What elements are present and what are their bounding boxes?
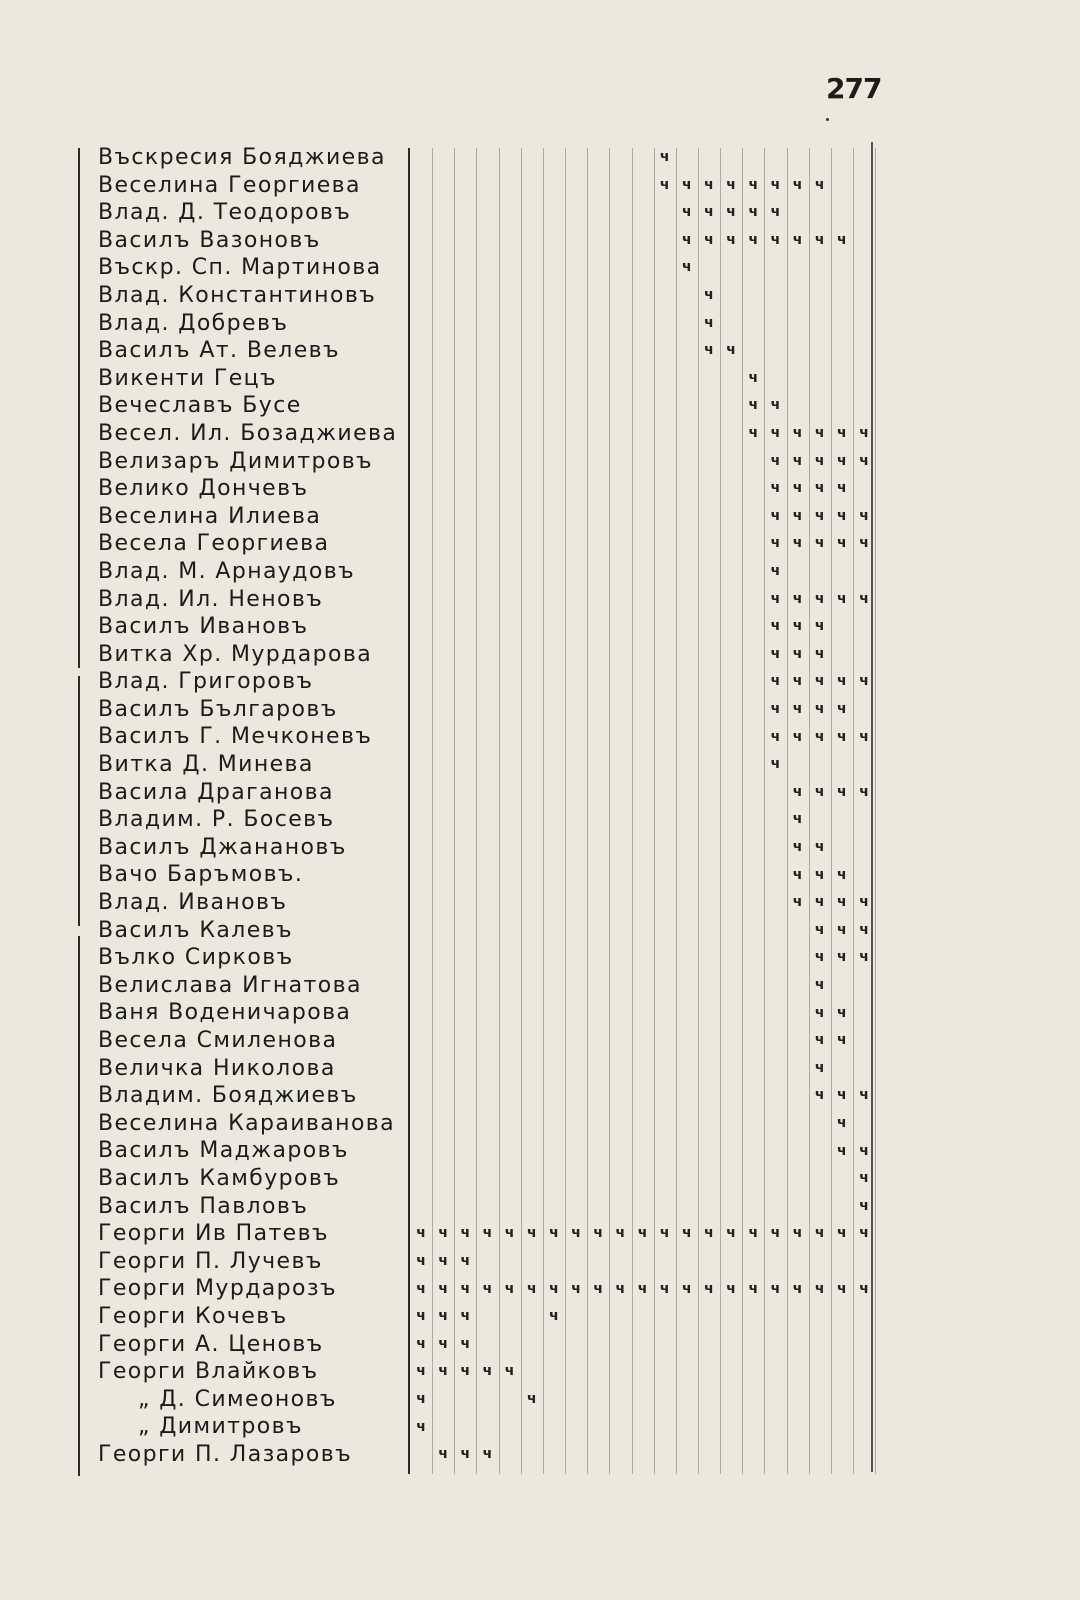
- attendance-mark: ч: [859, 1280, 869, 1297]
- attendance-mark: ч: [792, 452, 803, 469]
- left-margin-rule: [78, 676, 80, 926]
- attendance-mark: ч: [814, 866, 825, 883]
- attendance-mark: ч: [792, 425, 803, 441]
- attendance-mark: ч: [615, 1225, 626, 1242]
- attendance-mark: ч: [770, 673, 781, 690]
- grid-row: [410, 420, 875, 448]
- attendance-mark: ч: [859, 535, 869, 552]
- attendance-mark: ч: [792, 894, 803, 911]
- attendance-mark: ч: [681, 1225, 692, 1242]
- left-margin-rule: [78, 148, 80, 668]
- grid-row: [410, 889, 875, 917]
- attendance-mark: ч: [837, 425, 847, 441]
- attendance-mark: ч: [748, 1280, 759, 1297]
- grid-row: [410, 503, 875, 531]
- grid-row: [410, 337, 875, 365]
- attendance-mark: ч: [837, 1032, 847, 1049]
- attendance-mark: ч: [814, 618, 825, 635]
- attendance-mark: ч: [504, 1225, 515, 1242]
- entry-name: Въскр. Сп. Мартинова: [98, 255, 382, 281]
- attendance-mark: ч: [814, 1032, 825, 1049]
- entry-name: Василъ Вазоновъ: [98, 227, 321, 253]
- attendance-mark: ч: [770, 563, 781, 579]
- grid-row: [410, 972, 875, 1000]
- attendance-mark: ч: [770, 231, 781, 248]
- attendance-mark: ч: [837, 701, 847, 717]
- attendance-mark: ч: [792, 866, 803, 883]
- attendance-mark: ч: [792, 783, 803, 800]
- attendance-mark: ч: [571, 1280, 581, 1297]
- attendance-mark: ч: [814, 452, 825, 469]
- attendance-mark: ч: [659, 149, 670, 165]
- grid-row: [410, 1331, 875, 1359]
- attendance-mark: ч: [837, 728, 847, 745]
- grid-row: [410, 144, 875, 172]
- grid-row: [410, 586, 875, 614]
- entry-name: Вълко Сирковъ: [98, 945, 294, 971]
- attendance-mark: ч: [814, 1087, 825, 1104]
- attendance-mark: ч: [837, 507, 847, 524]
- entry-name: Георги Влайковъ: [98, 1359, 319, 1385]
- grid-row: [410, 558, 875, 586]
- attendance-mark: ч: [438, 1308, 448, 1325]
- column-rule: [875, 148, 876, 1474]
- attendance-mark: ч: [460, 1280, 471, 1297]
- grid-row: [410, 1193, 875, 1221]
- attendance-mark: ч: [859, 1197, 869, 1214]
- attendance-mark: ч: [792, 590, 803, 607]
- attendance-mark: ч: [770, 728, 781, 745]
- attendance-mark: ч: [726, 1225, 736, 1242]
- entry-name: Василъ Маджаровъ: [98, 1138, 349, 1164]
- grid-row: [410, 392, 875, 420]
- grid-row: [410, 613, 875, 641]
- attendance-mark: ч: [681, 204, 692, 221]
- attendance-mark: ч: [814, 231, 825, 248]
- grid-row: [410, 1055, 875, 1083]
- attendance-mark: ч: [593, 1225, 603, 1242]
- attendance-mark: ч: [837, 480, 847, 497]
- attendance-mark: ч: [681, 1280, 692, 1297]
- grid-row: [410, 365, 875, 393]
- grid-row: [410, 806, 875, 834]
- attendance-mark: ч: [814, 1225, 825, 1242]
- entry-name: Василъ Калевъ: [98, 917, 293, 943]
- attendance-mark: ч: [814, 839, 825, 855]
- attendance-mark: ч: [814, 728, 825, 745]
- attendance-mark: ч: [770, 452, 781, 469]
- grid-row: [410, 448, 875, 476]
- attendance-mark: ч: [814, 425, 825, 441]
- attendance-mark: ч: [859, 452, 869, 469]
- entry-name: Витка Д. Минева: [98, 752, 314, 778]
- attendance-mark: ч: [792, 811, 803, 828]
- entry-name: Велизаръ Димитровъ: [98, 448, 373, 474]
- attendance-mark: ч: [814, 590, 825, 607]
- entry-name: Въскресия Бояджиева: [98, 145, 386, 170]
- attendance-mark: ч: [438, 1280, 448, 1297]
- attendance-mark: ч: [593, 1280, 603, 1297]
- left-margin-rule: [78, 936, 80, 1476]
- attendance-mark: ч: [770, 480, 781, 497]
- entry-name: Влад. М. Арнаудовъ: [98, 558, 356, 584]
- attendance-mark: ч: [748, 1225, 759, 1242]
- attendance-mark: ч: [837, 231, 847, 248]
- entry-name: Влад. Константиновъ: [98, 282, 377, 308]
- attendance-mark: ч: [549, 1225, 559, 1242]
- attendance-mark: ч: [482, 1225, 493, 1242]
- attendance-mark: ч: [859, 425, 869, 441]
- attendance-mark: ч: [814, 645, 825, 662]
- attendance-mark: ч: [814, 894, 825, 911]
- attendance-mark: ч: [837, 590, 847, 607]
- entry-name: Георги А. Ценовъ: [98, 1331, 324, 1357]
- attendance-mark: ч: [814, 176, 825, 193]
- attendance-mark: ч: [704, 342, 714, 359]
- attendance-mark: ч: [770, 590, 781, 607]
- attendance-mark: ч: [748, 176, 759, 193]
- attendance-mark: ч: [859, 728, 869, 745]
- grid-row: [410, 1000, 875, 1028]
- attendance-mark: ч: [526, 1225, 537, 1242]
- grid-row: [410, 310, 875, 338]
- entry-name: Василъ Ат. Велевъ: [98, 338, 340, 364]
- attendance-mark: ч: [704, 314, 714, 331]
- entry-name: Василъ Камбуровъ: [98, 1165, 341, 1191]
- attendance-mark: ч: [681, 259, 692, 276]
- entry-name: Владим. Р. Босевъ: [98, 807, 335, 833]
- grid-row: [410, 696, 875, 724]
- attendance-mark: ч: [416, 1253, 426, 1269]
- attendance-mark: ч: [659, 1280, 670, 1297]
- attendance-mark: ч: [837, 1142, 847, 1159]
- attendance-mark: ч: [770, 756, 781, 773]
- attendance-mark: ч: [704, 204, 714, 221]
- attendance-mark: ч: [704, 287, 714, 303]
- entry-name: Велислава Игнатова: [98, 972, 362, 998]
- grid-row: [410, 1110, 875, 1138]
- attendance-mark: ч: [726, 176, 736, 193]
- grid-row: [410, 1027, 875, 1055]
- entry-name: Весела Георгиева: [98, 531, 330, 557]
- attendance-mark: ч: [460, 1253, 471, 1269]
- attendance-mark: ч: [416, 1280, 426, 1297]
- attendance-mark: ч: [770, 204, 781, 221]
- attendance-mark: ч: [637, 1225, 648, 1242]
- attendance-mark: ч: [859, 894, 869, 911]
- entry-name: Влад. Ивановъ: [98, 890, 288, 916]
- entry-name: Василъ Павловъ: [98, 1193, 309, 1219]
- attendance-mark: ч: [837, 452, 847, 469]
- grid-row: [410, 944, 875, 972]
- attendance-mark: ч: [770, 176, 781, 193]
- grid-row: [410, 1386, 875, 1414]
- entry-name: Веселина Георгиева: [98, 172, 361, 198]
- attendance-mark: ч: [814, 783, 825, 800]
- entry-name: „ Димитровъ: [138, 1414, 303, 1440]
- grid-row: [410, 1303, 875, 1331]
- entry-name: Василъ Г. Мечконевъ: [98, 724, 373, 750]
- entry-name: Веселина Илиева: [98, 503, 322, 529]
- grid-row: [410, 917, 875, 945]
- entry-name: Викенти Гецъ: [98, 365, 277, 391]
- attendance-mark: ч: [748, 369, 759, 386]
- attendance-mark: ч: [792, 728, 803, 745]
- attendance-mark: ч: [438, 1446, 448, 1463]
- attendance-mark: ч: [571, 1225, 581, 1242]
- attendance-mark: ч: [837, 866, 847, 883]
- attendance-mark: ч: [859, 1170, 869, 1187]
- attendance-mark: ч: [460, 1363, 471, 1380]
- entry-name: Вечеславъ Бусе: [98, 393, 302, 419]
- attendance-mark: ч: [814, 921, 825, 938]
- attendance-mark: ч: [770, 397, 781, 414]
- attendance-mark: ч: [748, 231, 759, 248]
- entry-name: Василъ Ивановъ: [98, 614, 309, 640]
- attendance-mark: ч: [837, 535, 847, 552]
- attendance-mark: ч: [460, 1335, 471, 1352]
- attendance-mark: ч: [681, 176, 692, 193]
- grid-row: [410, 1358, 875, 1386]
- entry-name: Влад. Добревъ: [98, 310, 289, 336]
- entry-name: Василъ Джанановъ: [98, 834, 347, 860]
- attendance-mark: ч: [637, 1280, 648, 1297]
- grid-row: [410, 1276, 875, 1304]
- attendance-mark: ч: [748, 204, 759, 221]
- attendance-mark: ч: [859, 1225, 869, 1242]
- attendance-mark: ч: [659, 1225, 670, 1242]
- attendance-mark: ч: [792, 480, 803, 497]
- attendance-mark: ч: [770, 701, 781, 717]
- attendance-mark: ч: [837, 894, 847, 911]
- attendance-mark: ч: [615, 1280, 626, 1297]
- entry-name: Вачо Баръмовъ.: [98, 862, 304, 888]
- attendance-mark: ч: [704, 1280, 714, 1297]
- attendance-mark: ч: [792, 1225, 803, 1242]
- attendance-mark: ч: [859, 673, 869, 690]
- entry-name: Величка Николова: [98, 1055, 336, 1081]
- attendance-mark: ч: [482, 1363, 493, 1380]
- attendance-mark: ч: [814, 977, 825, 993]
- attendance-mark: ч: [460, 1308, 471, 1325]
- attendance-mark: ч: [726, 204, 736, 221]
- attendance-mark: ч: [814, 507, 825, 524]
- attendance-mark: ч: [726, 1280, 736, 1297]
- entry-name: „ Д. Симеоновъ: [138, 1386, 337, 1412]
- attendance-mark: ч: [504, 1280, 515, 1297]
- attendance-mark: ч: [549, 1280, 559, 1297]
- grid-row: [410, 1414, 875, 1442]
- attendance-mark: ч: [814, 1059, 825, 1076]
- attendance-mark: ч: [438, 1335, 448, 1352]
- grid-row: [410, 641, 875, 669]
- entry-name: Васила Драганова: [98, 779, 334, 805]
- attendance-mark: ч: [681, 231, 692, 248]
- attendance-mark: ч: [792, 701, 803, 717]
- attendance-mark: ч: [859, 590, 869, 607]
- attendance-mark: ч: [814, 673, 825, 690]
- grid-row: [410, 227, 875, 255]
- attendance-mark: ч: [504, 1363, 515, 1380]
- grid-row: [410, 862, 875, 890]
- grid-row: [410, 751, 875, 779]
- attendance-mark: ч: [770, 507, 781, 524]
- entry-name: Велико Дончевъ: [98, 476, 309, 502]
- entry-name: Георги П. Лучевъ: [98, 1248, 323, 1274]
- grid-row: [410, 1165, 875, 1193]
- attendance-mark: ч: [460, 1225, 471, 1242]
- attendance-mark: ч: [416, 1363, 426, 1380]
- entry-name: Витка Хр. Мурдарова: [98, 641, 373, 667]
- grid-row: [410, 724, 875, 752]
- entry-name: Георги Мурдарозъ: [98, 1276, 337, 1302]
- attendance-mark: ч: [859, 783, 869, 800]
- attendance-mark: ч: [792, 1280, 803, 1297]
- grid-row: [410, 475, 875, 503]
- attendance-mark: ч: [770, 1225, 781, 1242]
- names-column: [98, 144, 408, 1469]
- attendance-mark: ч: [770, 1280, 781, 1297]
- page-number: 277: [826, 72, 882, 105]
- grid-row: [410, 172, 875, 200]
- attendance-mark: ч: [859, 921, 869, 938]
- grid-row: [410, 1441, 875, 1469]
- attendance-mark: ч: [770, 618, 781, 635]
- attendance-mark: ч: [726, 342, 736, 359]
- ink-dot: [826, 118, 829, 121]
- attendance-mark: ч: [770, 535, 781, 552]
- attendance-mark: ч: [837, 783, 847, 800]
- attendance-mark: ч: [814, 1004, 825, 1021]
- attendance-mark: ч: [792, 507, 803, 524]
- attendance-mark: ч: [792, 535, 803, 552]
- entry-name: Влад. Д. Теодоровъ: [98, 200, 352, 226]
- attendance-mark: ч: [704, 1225, 714, 1242]
- grid-row: [410, 1248, 875, 1276]
- attendance-mark: ч: [837, 1115, 847, 1131]
- entry-name: Георги Ив Патевъ: [98, 1221, 329, 1247]
- attendance-mark: ч: [792, 645, 803, 662]
- grid-row: [410, 1220, 875, 1248]
- entry-name: Веселина Караиванова: [98, 1110, 396, 1136]
- attendance-mark: ч: [438, 1363, 448, 1380]
- attendance-mark: ч: [814, 535, 825, 552]
- attendance-mark: ч: [859, 507, 869, 524]
- attendance-mark: ч: [438, 1225, 448, 1242]
- attendance-mark: ч: [814, 480, 825, 497]
- entry-name: Весел. Ил. Бозаджиева: [98, 420, 398, 446]
- entry-name: Георги П. Лазаровъ: [98, 1441, 353, 1467]
- entry-name: Весела Смиленова: [98, 1028, 338, 1053]
- attendance-mark: ч: [792, 176, 803, 193]
- attendance-mark: ч: [482, 1446, 493, 1463]
- attendance-mark: ч: [659, 176, 670, 193]
- attendance-mark: ч: [792, 231, 803, 248]
- grid-row: [410, 779, 875, 807]
- attendance-mark: ч: [704, 231, 714, 248]
- attendance-mark: ч: [837, 1087, 847, 1104]
- attendance-mark: ч: [837, 1004, 847, 1021]
- grid-row: [410, 668, 875, 696]
- grid-row: [410, 834, 875, 862]
- attendance-mark: ч: [460, 1446, 471, 1463]
- attendance-mark: ч: [748, 425, 759, 441]
- entry-name: Владим. Бояджиевъ: [98, 1083, 358, 1109]
- attendance-mark: ч: [526, 1280, 537, 1297]
- attendance-mark: ч: [748, 397, 759, 414]
- attendance-mark: ч: [416, 1225, 426, 1242]
- attendance-mark: ч: [792, 839, 803, 855]
- attendance-mark: ч: [549, 1308, 559, 1325]
- attendance-mark: ч: [416, 1308, 426, 1325]
- attendance-mark: ч: [416, 1391, 426, 1407]
- grid-row: [410, 1082, 875, 1110]
- attendance-mark: ч: [416, 1418, 426, 1435]
- attendance-mark: ч: [814, 701, 825, 717]
- attendance-mark: ч: [814, 949, 825, 966]
- grid-row: [410, 199, 875, 227]
- attendance-mark: ч: [792, 618, 803, 635]
- attendance-mark: ч: [837, 949, 847, 966]
- attendance-mark: ч: [726, 231, 736, 248]
- attendance-mark: ч: [837, 921, 847, 938]
- attendance-mark: ч: [837, 1225, 847, 1242]
- attendance-mark: ч: [482, 1280, 493, 1297]
- attendance-mark: ч: [792, 673, 803, 690]
- entry-name: Влад. Григоровъ: [98, 669, 314, 695]
- attendance-mark: ч: [770, 645, 781, 662]
- attendance-mark: ч: [770, 425, 781, 441]
- grid-row: [410, 254, 875, 282]
- grid-row: [410, 1138, 875, 1166]
- attendance-mark: ч: [859, 1087, 869, 1104]
- attendance-mark: ч: [837, 673, 847, 690]
- entry-name: Георги Кочевъ: [98, 1303, 288, 1329]
- attendance-mark: ч: [814, 1280, 825, 1297]
- attendance-mark: ч: [416, 1335, 426, 1352]
- attendance-mark: ч: [859, 949, 869, 966]
- entry-name: Ваня Воденичарова: [98, 1000, 352, 1026]
- attendance-mark: ч: [837, 1280, 847, 1297]
- attendance-mark: ч: [526, 1391, 537, 1407]
- entry-name: Влад. Ил. Неновъ: [98, 586, 324, 612]
- attendance-mark: ч: [704, 176, 714, 193]
- grid-row: [410, 530, 875, 558]
- entry-name: Василъ Българовъ: [98, 696, 338, 722]
- grid-row: [410, 282, 875, 310]
- attendance-mark: ч: [859, 1142, 869, 1159]
- attendance-mark: ч: [438, 1253, 448, 1269]
